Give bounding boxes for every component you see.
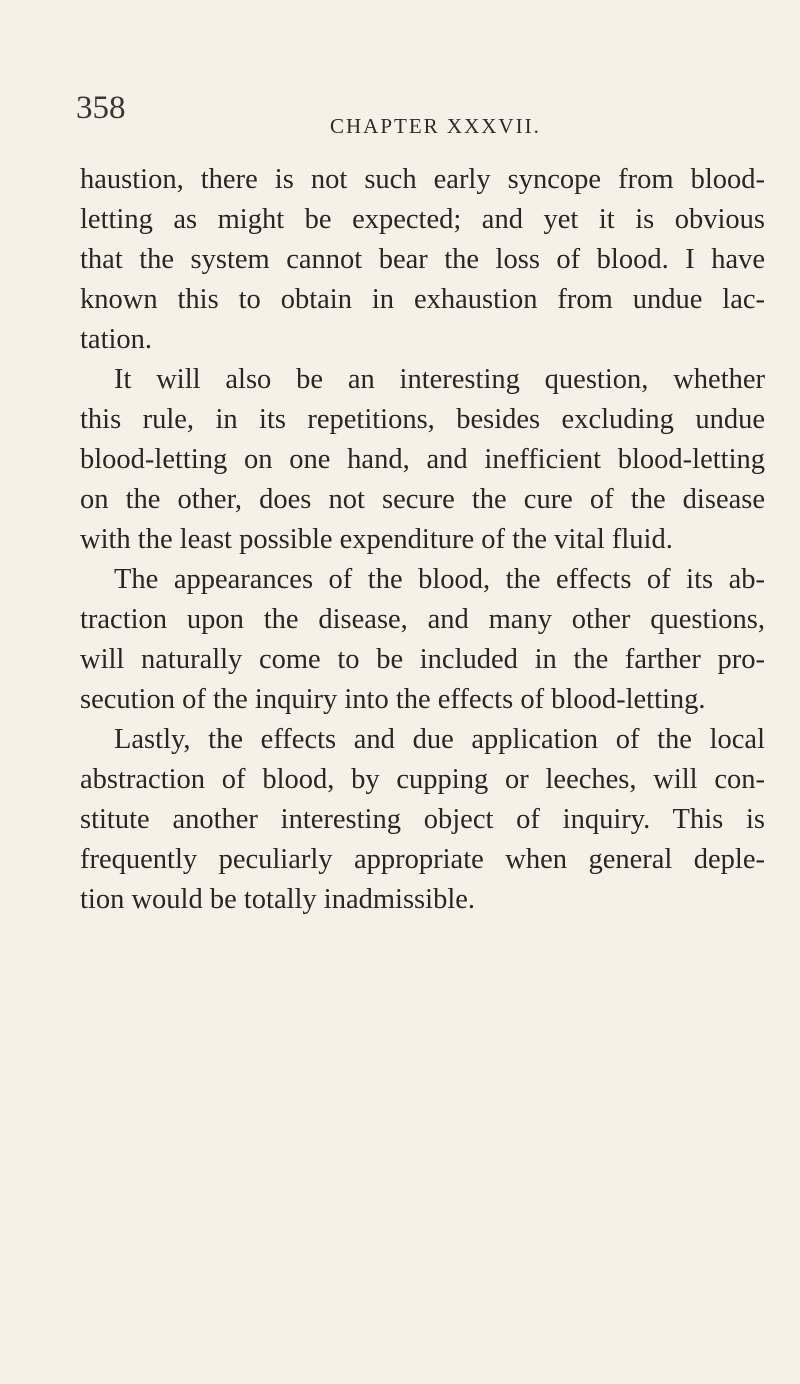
paragraph-2 (80, 360, 765, 560)
running-head: CHAPTER XXXVII. (330, 114, 541, 138)
text-line: frequently peculiarly appropriate when general deple- (80, 844, 765, 875)
paragraph-3 (80, 560, 765, 720)
page-number: 358 (76, 90, 126, 126)
text-line: Lastly, the effects and due application of the local (114, 724, 765, 755)
text-line: this rule, in its repetitions, besides excluding undue (80, 404, 765, 435)
text-line: on the other, does not secure the cure of the disease (80, 484, 765, 515)
text-line: The appearances of the blood, the effects of its ab- (114, 564, 765, 595)
text-line: secution of the inquiry into the effects of blood-letting. (80, 684, 706, 715)
text-line: known this to obtain in exhaustion from undue lac- (80, 284, 765, 315)
text-line: tion would be totally inadmissible. (80, 884, 476, 915)
text-line: tation. (80, 324, 153, 355)
text-line: stitute another interesting object of inquiry. This is (80, 804, 765, 835)
text-line: will naturally come to be included in the farther pro- (80, 644, 765, 675)
text-line: that the system cannot bear the loss of blood. I have (80, 244, 765, 275)
body-text (80, 160, 765, 920)
text-line: It will also be an interesting question, whether (114, 364, 765, 395)
text-line: with the least possible expenditure of the vital fluid. (80, 524, 673, 555)
text-line: blood-letting on one hand, and inefficient blood-letting (80, 444, 765, 475)
paragraph-4 (80, 720, 765, 920)
text-line: abstraction of blood, by cupping or leeches, will con- (80, 764, 765, 795)
text-line: traction upon the disease, and many other questions, (80, 604, 765, 635)
text-line: haustion, there is not such early syncope from blood- (80, 164, 765, 195)
paragraph-1 (80, 160, 765, 360)
text-line: letting as might be expected; and yet it is obvious (80, 204, 765, 235)
